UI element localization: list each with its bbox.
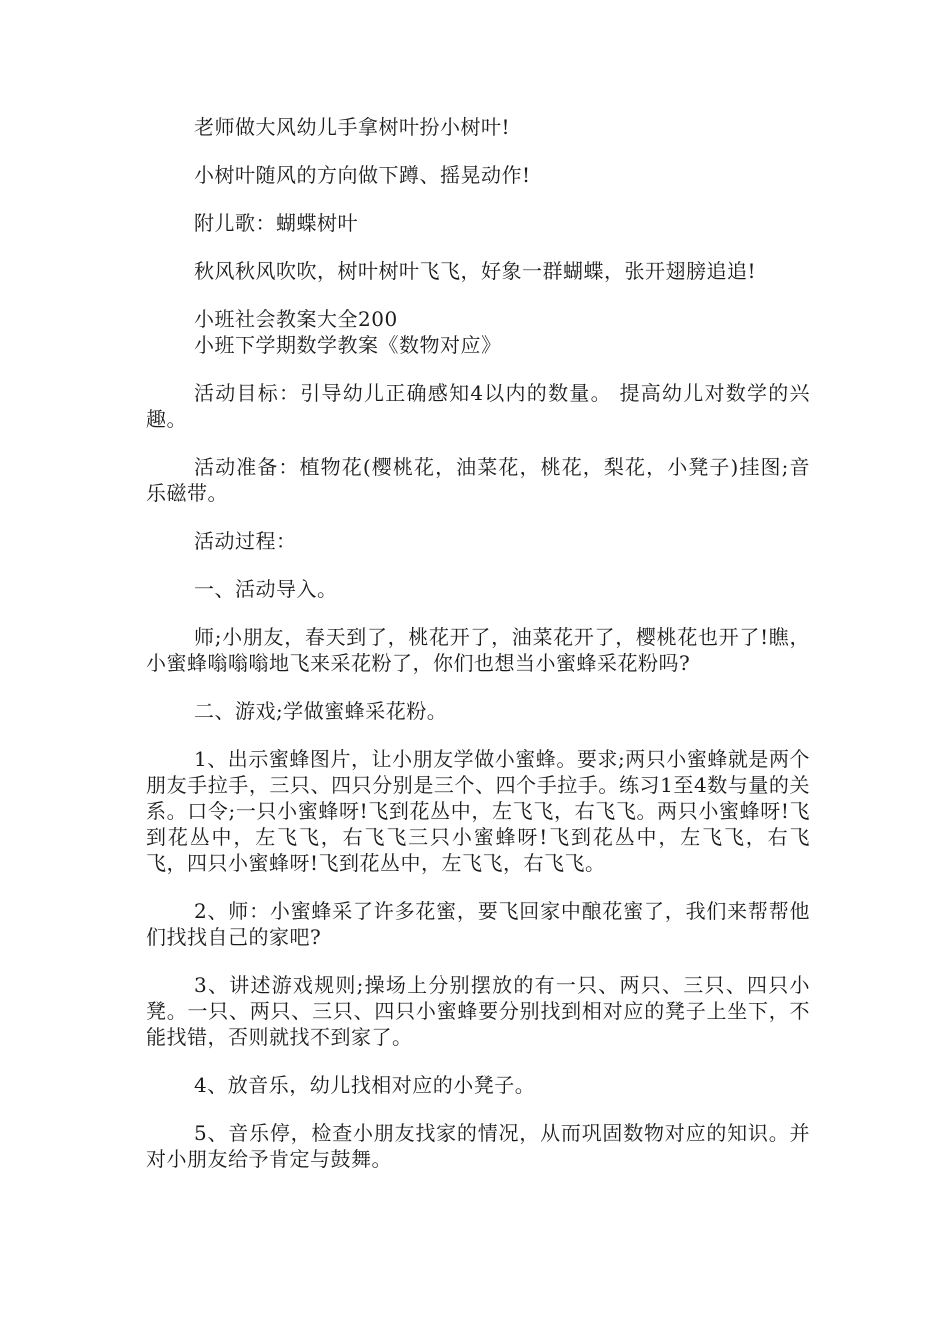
paragraph: 3、讲述游戏规则;操场上分别摆放的有一只、两只、三只、四只小凳。一只、两只、三只、四只小蜜蜂要分别找到相对应的凳子上坐下，不能找错，否则就找不到家了。 bbox=[146, 973, 810, 1049]
paragraph: 活动过程： bbox=[194, 529, 297, 553]
paragraph: 小树叶随风的方向做下蹲、摇晃动作! bbox=[194, 163, 531, 187]
paragraph: 5、音乐停，检查小朋友找家的情况，从而巩固数物对应的知识。并对小朋友给予肯定与鼓舞。 bbox=[146, 1121, 810, 1171]
paragraph: 活动目标：引导幼儿正确感知4以内的数量。 提高幼儿对数学的兴趣。 bbox=[146, 381, 810, 431]
paragraph: 二、游戏;学做蜜蜂采花粉。 bbox=[194, 699, 448, 723]
paragraph: 2、师：小蜜蜂采了许多花蜜，要飞回家中酿花蜜了，我们来帮帮他们找找自己的家吧? bbox=[146, 899, 810, 949]
document-body bbox=[146, 114, 810, 1194]
paragraph: 师;小朋友，春天到了，桃花开了，油菜花开了，樱桃花也开了!瞧，小蜜蜂嗡嗡嗡地飞来采花粉了，你们也想当小蜜蜂采花粉吗? bbox=[146, 625, 810, 675]
paragraph: 活动准备：植物花(樱桃花，油菜花，桃花，梨花，小凳子)挂图;音乐磁带。 bbox=[146, 455, 810, 505]
paragraph: 秋风秋风吹吹，树叶树叶飞飞，好象一群蝴蝶，张开翅膀追追! bbox=[194, 259, 757, 283]
paragraph: 一、活动导入。 bbox=[194, 577, 338, 601]
paragraph: 1、出示蜜蜂图片，让小朋友学做小蜜蜂。要求;两只小蜜蜂就是两个朋友手拉手，三只、四只分别是三个、四个手拉手。练习1至4数与量的关系。口令;一只小蜜蜂呀!飞到花丛中，左飞飞，右飞飞。两只小蜜蜂呀!飞到花丛中，左飞飞，右飞飞三只小蜜蜂呀!飞到花丛中，左飞飞，右飞飞，四只小蜜蜂呀!飞到花丛中，左飞飞，右飞飞。 bbox=[146, 747, 810, 875]
paragraph: 老师做大风幼儿手拿树叶扮小树叶! bbox=[194, 115, 511, 139]
lesson-title: 小班下学期数学教案《数物对应》 bbox=[194, 333, 502, 357]
paragraph: 附儿歌：蝴蝶树叶 bbox=[194, 211, 358, 235]
paragraph: 4、放音乐，幼儿找相对应的小凳子。 bbox=[194, 1073, 536, 1097]
section-heading: 小班社会教案大全200 bbox=[194, 307, 398, 331]
